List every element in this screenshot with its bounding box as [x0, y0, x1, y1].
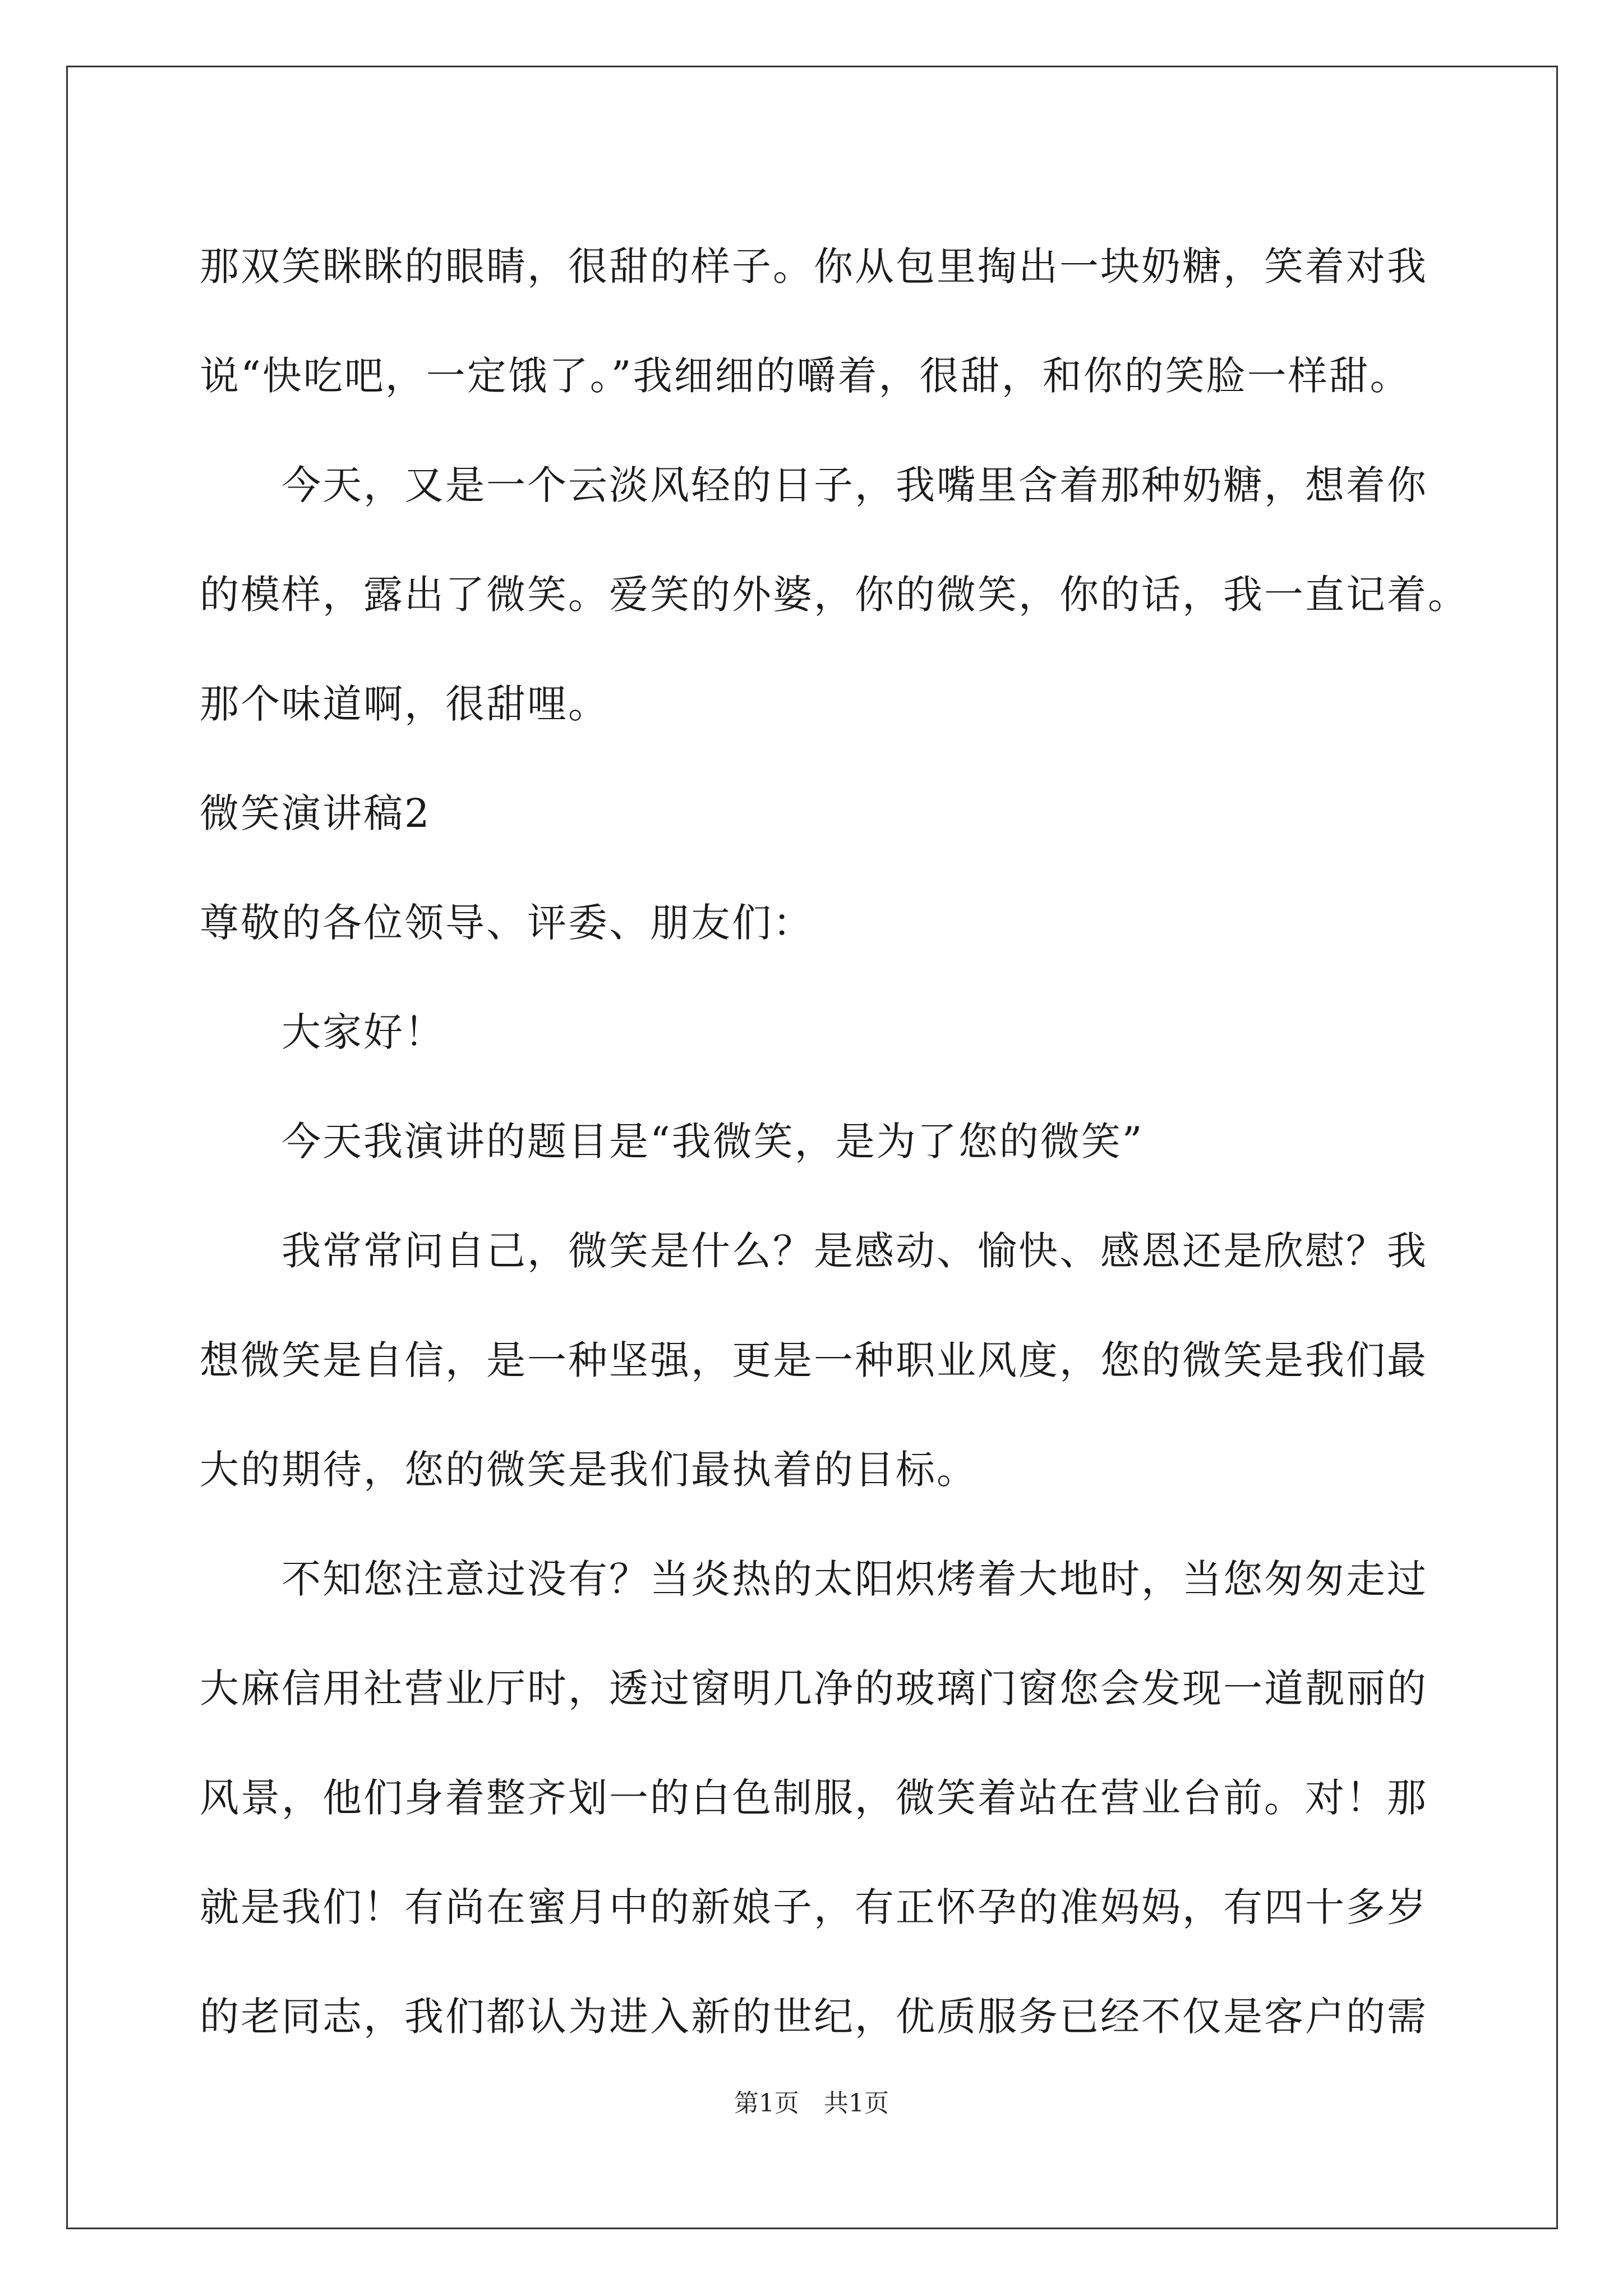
text-line: 今天，又是一个云淡风轻的日子，我嘴里含着那种奶糖，想着你	[282, 462, 1428, 508]
text-line: 说“快吃吧，一定饿了。”我细细的嚼着，很甜，和你的笑脸一样甜。	[200, 353, 1411, 399]
text-line: 今天我演讲的题目是“我微笑，是为了您的微笑”	[282, 1119, 1144, 1165]
text-line: 我常常问自己，微笑是什么？是感动、愉快、感恩还是欣慰？我	[282, 1228, 1428, 1274]
text-line: 那双笑眯眯的眼睛，很甜的样子。你从包里掏出一块奶糖，笑着对我	[200, 243, 1428, 289]
document-body	[200, 212, 1469, 2072]
text-line: 想微笑是自信，是一种坚强，更是一种职业风度，您的微笑是我们最	[200, 1337, 1428, 1383]
text-line: 风景，他们身着整齐划一的白色制服，微笑着站在营业台前。对！那	[200, 1775, 1428, 1821]
text-line: 大麻信用社营业厅时，透过窗明几净的玻璃门窗您会发现一道靓丽的	[200, 1665, 1428, 1711]
text-line: 那个味道啊，很甜哩。	[200, 681, 609, 727]
greeting: 大家好！	[282, 1009, 445, 1055]
text-line: 大的期待，您的微笑是我们最执着的目标。	[200, 1447, 978, 1493]
page-footer: 第1页 共1页	[734, 2089, 889, 2118]
section-title: 微笑演讲稿2	[200, 790, 431, 836]
text-line: 的模样，露出了微笑。爱笑的外婆，你的微笑，你的话，我一直记着。	[200, 572, 1469, 618]
text-line: 的老同志，我们都认为进入新的世纪，优质服务已经不仅是客户的需	[200, 1994, 1428, 2040]
salutation: 尊敬的各位领导、评委、朋友们：	[200, 900, 814, 946]
text-line: 不知您注意过没有？当炎热的太阳炽烤着大地时，当您匆匆走过	[282, 1556, 1428, 1602]
text-line: 就是我们！有尚在蜜月中的新娘子，有正怀孕的准妈妈，有四十多岁	[200, 1884, 1428, 1930]
